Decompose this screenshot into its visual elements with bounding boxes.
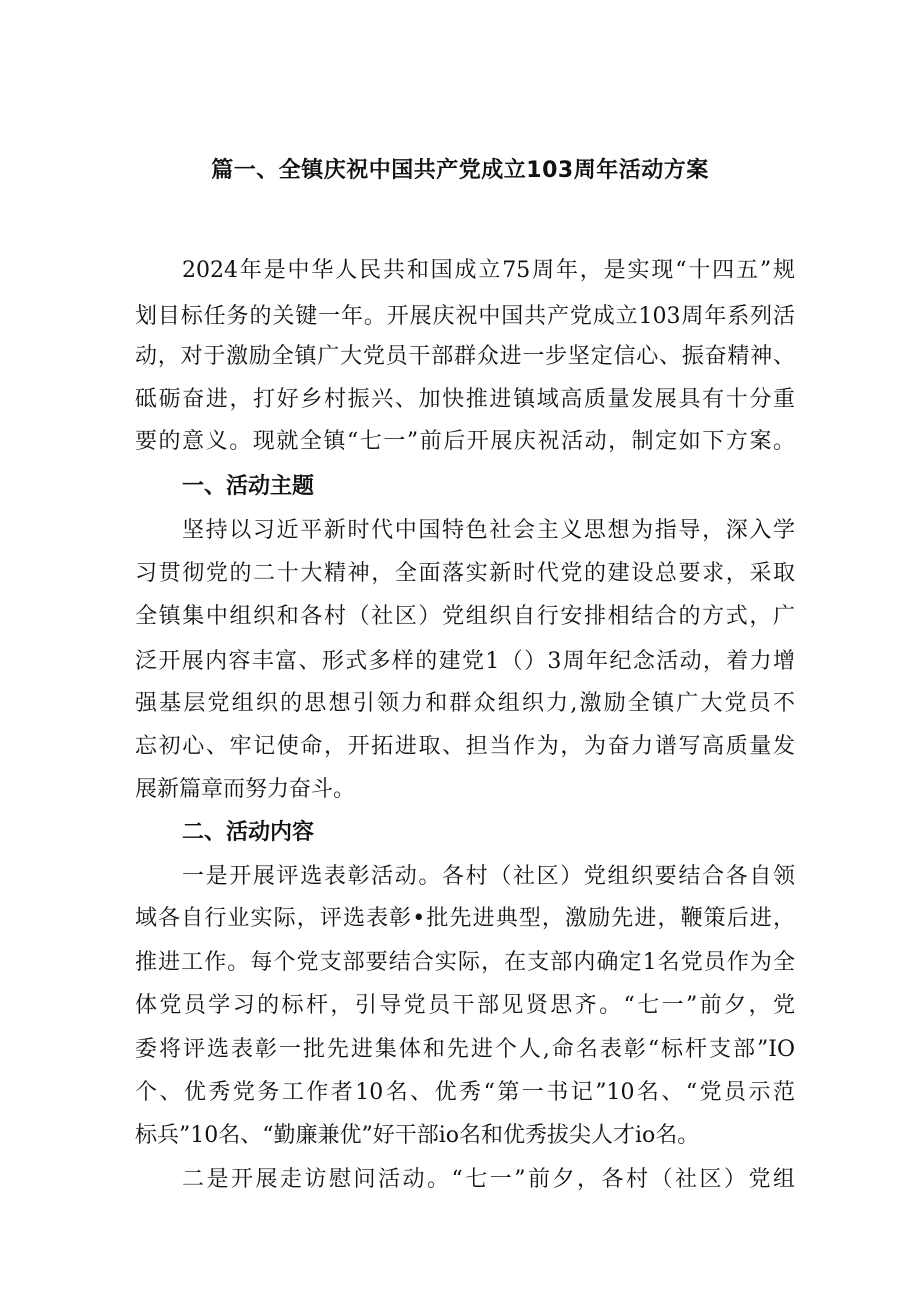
paragraph-line: 强基层党组织的思想引领力和群众组织力,激励全镇广大党员不 (135, 691, 795, 716)
paragraph-line: 坚持以习近平新时代中国特色社会主义思想为指导，深入学 (182, 518, 795, 543)
paragraph-line: 2024年是中华人民共和国成立75周年，是实现“十四五”规 (182, 258, 795, 283)
section-heading-content: 二、活动内容 (182, 820, 315, 845)
paragraph-line: 习贯彻党的二十大精神，全面落实新时代党的建设总要求，采取 (135, 561, 795, 586)
paragraph-line: 要的意义。现就全镇“七一”前后开展庆祝活动，制定如下方案。 (135, 429, 795, 454)
paragraph-line: 体党员学习的标杆，引导党员干部见贤思齐。“七一”前夕，党 (135, 993, 795, 1018)
paragraph-line: 个、优秀党务工作者10名、优秀“第一书记”10名、“党员示范 (135, 1080, 795, 1105)
paragraph-line: 全镇集中组织和各村（社区）党组织自行安排相结合的方式，广 (135, 604, 795, 629)
paragraph-line: 委将评选表彰一批先进集体和先进个人,命名表彰“标杆支部”IO (135, 1037, 795, 1062)
paragraph-line: 一是开展评选表彰活动。各村（社区）党组织要结合各自领 (182, 864, 795, 889)
document-title: 篇一、全镇庆祝中国共产党成立103周年活动方案 (211, 158, 709, 183)
paragraph-line: 域各自行业实际，评选表彰•批先进典型，激励先进，鞭策后进， (135, 906, 795, 931)
paragraph-line: 标兵”10名、“勤廉兼优”好干部io名和优秀拔尖人才io名。 (135, 1123, 700, 1148)
paragraph-line: 泛开展内容丰富、形式多样的建党1（）3周年纪念活动，着力增 (135, 649, 795, 674)
section-heading-theme: 一、活动主题 (182, 474, 315, 499)
paragraph-line: 划目标任务的关键一年。开展庆祝中国共产党成立103周年系列活 (135, 304, 795, 329)
paragraph-line: 展新篇章而努力奋斗。 (135, 777, 356, 802)
paragraph-line: 砥砺奋进，打好乡村振兴、加快推进镇域高质量发展具有十分重 (135, 387, 795, 412)
paragraph-line: 动，对于激励全镇广大党员干部群众进一步坚定信心、振奋精神、 (135, 344, 795, 369)
paragraph-line: 推进工作。每个党支部要结合实际，在支部内确定1名党员作为全 (135, 950, 795, 975)
paragraph-line: 忘初心、牢记使命，开拓进取、担当作为，为奋力谱写高质量发 (135, 734, 795, 759)
paragraph-line: 二是开展走访慰问活动。“七一”前夕，各村（社区）党组 (182, 1167, 795, 1192)
